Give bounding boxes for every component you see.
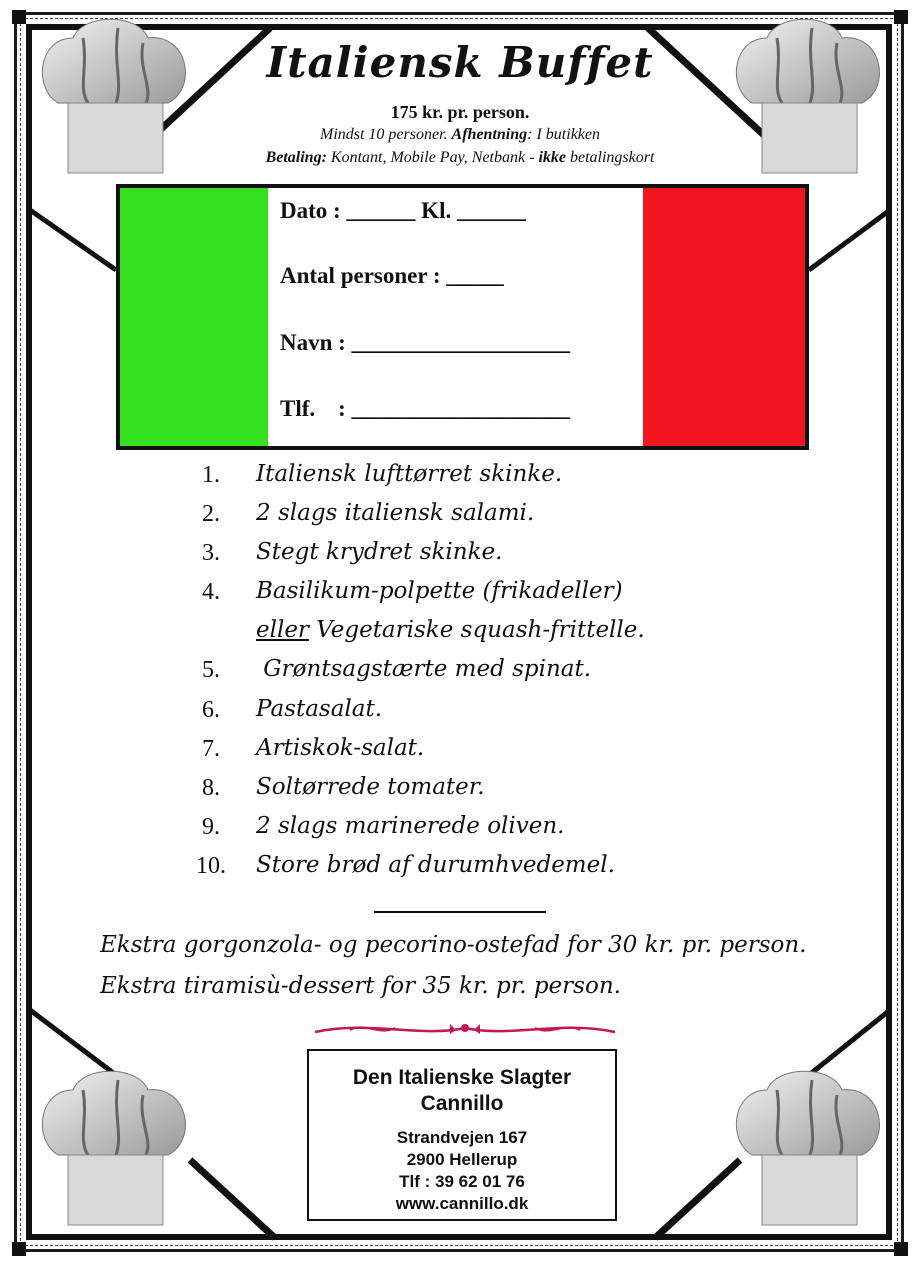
flag-green-band [120, 188, 268, 446]
price-per-person: 175 kr. pr. person. [390, 102, 530, 122]
shop-name-line2: Cannillo [420, 1092, 504, 1115]
page-title: Italiensk Buffet [266, 38, 654, 87]
menu-number: 4. [202, 579, 220, 605]
menu-number: 8. [202, 775, 220, 801]
chef-hat-icon [722, 1060, 892, 1235]
menu-item: Store brød af durumhvedemel. [256, 852, 615, 878]
min-persons: Mindst 10 personer. [319, 126, 448, 143]
italian-flag-form [116, 184, 809, 450]
menu-number: 3. [202, 540, 220, 566]
persons-field[interactable]: Antal personer : _____ [280, 263, 504, 288]
extra-dessert: Ekstra tiramisù-dessert for 35 kr. pr. person. [100, 973, 621, 999]
payment-not: ikke [538, 149, 566, 166]
menu-item: Italiensk lufttørret skinke. [256, 461, 563, 487]
alt-text: Vegetariske squash-frittelle. [308, 617, 645, 643]
chef-hat-icon [28, 1060, 198, 1235]
shop-name-line1: Den Italienske Slagter [352, 1066, 572, 1089]
menu-number: 2. [202, 501, 220, 527]
shop-phone: Tlf : 39 62 01 76 [399, 1172, 525, 1191]
extra-cheese: Ekstra gorgonzola- og pecorino-ostefad for 30 kr. pr. person. [100, 932, 807, 958]
payment-label: Betaling: [265, 149, 327, 166]
menu-item: 2 slags marinerede oliven. [256, 813, 565, 839]
menu-number: 5. [202, 657, 220, 683]
pickup-label: Afhentning [451, 126, 528, 143]
ornament-divider-icon [310, 1016, 620, 1042]
menu-number: 1. [202, 462, 220, 488]
separator-line [374, 911, 546, 913]
name-field[interactable]: Navn : ___________________ [280, 330, 571, 355]
menu-item: Grøntsagstærte med spinat. [256, 656, 592, 682]
menu-number: 10. [196, 853, 226, 879]
menu-item: Pastasalat. [256, 696, 383, 722]
payment-methods: Kontant, Mobile Pay, Netbank - [326, 149, 539, 166]
pickup-value: : I butikken [527, 126, 600, 143]
menu-item: Soltørrede tomater. [256, 774, 485, 800]
menu-number: 6. [202, 697, 220, 723]
shop-city: 2900 Hellerup [406, 1150, 518, 1169]
date-time-field[interactable]: Dato : ______ Kl. ______ [280, 198, 526, 223]
menu-item-alternative [256, 617, 645, 643]
flag-white-band [268, 188, 643, 446]
menu-item: 2 slags italiensk salami. [256, 500, 535, 526]
payment-cards: betalingskort [565, 149, 655, 166]
order-info [0, 126, 920, 144]
menu-item: Stegt krydret skinke. [256, 539, 503, 565]
shop-website-link[interactable]: www.cannillo.dk [395, 1194, 529, 1213]
shop-info-box [307, 1049, 617, 1221]
shop-address: Strandvejen 167 [396, 1128, 528, 1147]
menu-item: Artiskok-salat. [256, 735, 425, 761]
flag-red-band [643, 188, 805, 446]
payment-info [0, 149, 920, 167]
phone-field[interactable]: Tlf. : ___________________ [280, 396, 571, 421]
or-word: eller [256, 617, 309, 643]
menu-number: 7. [202, 736, 220, 762]
menu-number: 9. [202, 814, 220, 840]
menu-item: Basilikum-polpette (frikadeller) [256, 578, 623, 604]
